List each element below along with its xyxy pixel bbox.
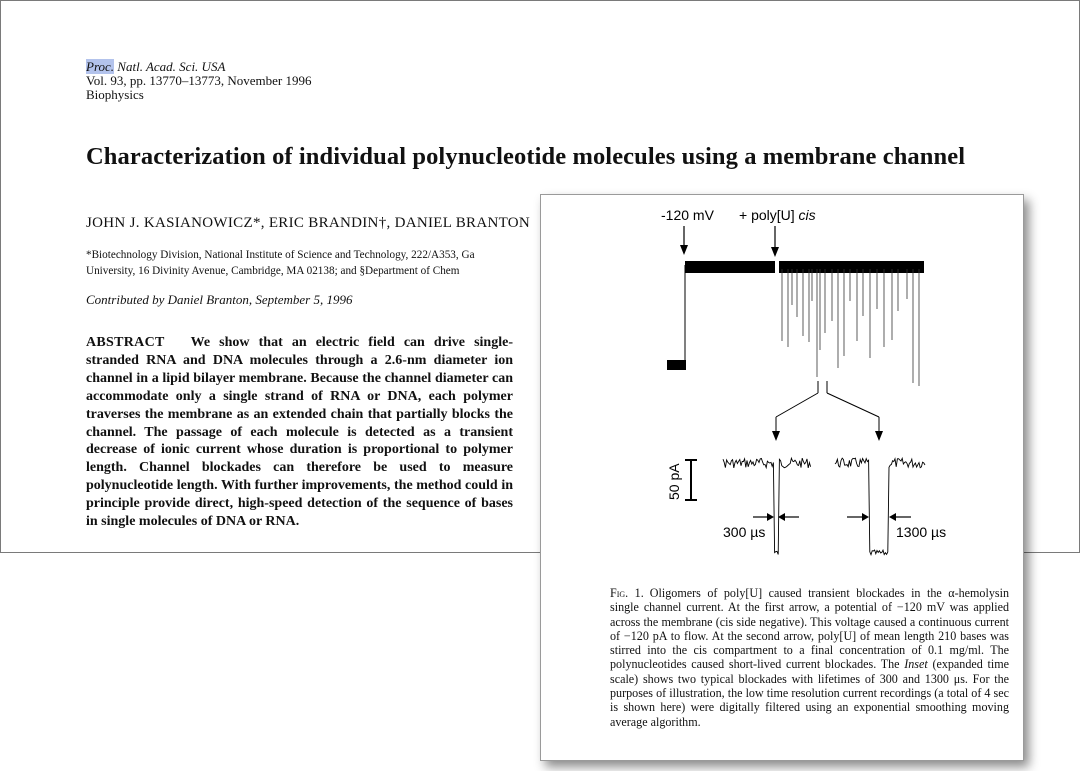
duration-label-1300us: 1300 µs xyxy=(896,524,947,540)
journal-name-rest: Natl. Acad. Sci. USA xyxy=(114,59,226,74)
figure-card[interactable] xyxy=(540,194,1024,761)
contributed-by: Contributed by Daniel Branton, September 5, 1996 xyxy=(86,292,353,307)
current-trace xyxy=(667,261,924,386)
duration-label-300us: 300 µs xyxy=(723,524,766,540)
duration-marker-1300us xyxy=(847,513,911,521)
caption-inset-word: Inset xyxy=(904,657,928,672)
abstract-label: ABSTRACT xyxy=(86,335,165,350)
trace-open-channel-segment xyxy=(685,261,775,273)
journal-section: Biophysics xyxy=(86,87,144,102)
paper-title: Characterization of individual polynucleotide molecules using a membrane channel xyxy=(86,143,966,170)
journal-name xyxy=(86,60,311,74)
affiliation-line-2: University, 16 Divinity Avenue, Cambridge, MA 02138; and §Department of Chem xyxy=(86,264,460,277)
selected-text[interactable]: Proc. xyxy=(86,59,115,74)
journal-volume: Vol. 93, pp. 13770–13773, November 1996 xyxy=(86,73,312,88)
blockade-spikes xyxy=(782,269,919,386)
inset-trace-1300us xyxy=(835,458,925,555)
abstract xyxy=(86,334,513,531)
figure-label: Fig. 1. xyxy=(610,586,644,600)
figure-caption xyxy=(610,586,1009,729)
duration-marker-300us xyxy=(753,513,799,521)
author-affiliations xyxy=(86,248,475,279)
label-voltage: -120 mV xyxy=(661,207,714,223)
inset-bracket xyxy=(772,381,883,441)
arrow-voltage xyxy=(680,226,688,255)
affiliation-line-1: *Biotechnology Division, National Institute of Science and Technology, 222/A353, Ga xyxy=(86,249,475,261)
paper-authors: JOHN J. KASIANOWICZ*, ERIC BRANDIN†, DANIEL BRANTON xyxy=(86,215,531,231)
abstract-text: We show that an electric field can drive single-stranded RNA and DNA molecules through a 2.6-nm diameter ion channel in a lipid bilayer membrane. Because the channel diameter can accommodate only a single strand of RNA or DNA, each polymer traverses the membrane as an extended chain that partially blocks the channel. The passage of each molecule is detected as a transient decrease of ionic current whose duration is proportional to polymer length. Channel blockades can therefore be used to measure polynucleotide length. With further improvements, the method could in principle provide direct, high-speed detection of the sequence of bases in single molecules of DNA or RNA. xyxy=(86,335,513,530)
journal-header xyxy=(86,60,311,102)
arrow-poly xyxy=(771,226,779,257)
caption-text-b: (expanded time scale) shows two typical blockades with lifetimes of 300 and 1300 μs. For the purposes of illustration, the low time resolution current recordings (a total of 4 sec is shown here) were digitally filtered using an exponential smoothing moving average algorithm. xyxy=(610,657,1009,729)
inset-trace-300us xyxy=(723,458,811,554)
scale-label: 50 pA xyxy=(666,463,682,500)
scale-bar xyxy=(685,460,697,500)
label-poly: + poly[U] cis xyxy=(739,207,816,223)
trace-polymer-segment xyxy=(779,261,924,273)
figure-plot xyxy=(541,195,1023,585)
trace-baseline-segment xyxy=(667,360,686,370)
caption-text-a: Oligomers of poly[U] caused transient blockades in the α-hemolysin single channel current. At the first arrow, a potential of −120 mV was applied across the membrane (cis side negative). This voltage caused a continuous current of −120 pA to flow. At the second arrow, poly[U] of mean length 210 bases was stirred into the cis compartment to a final concentration of 0.1 mg/ml. The polynucleotides caused short-lived current blockades. The xyxy=(610,586,1009,672)
